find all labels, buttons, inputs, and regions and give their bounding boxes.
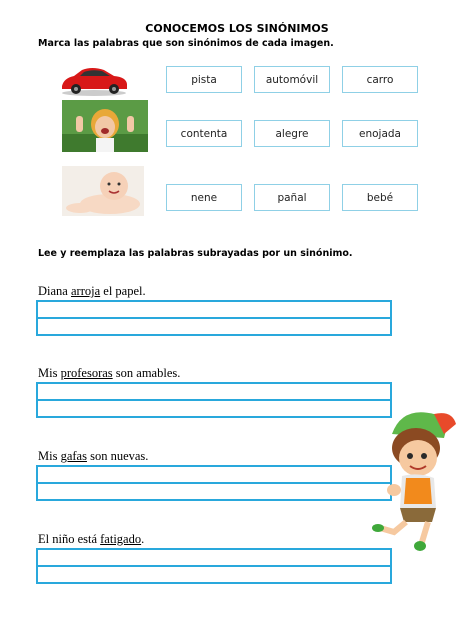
sentence-1 bbox=[38, 284, 146, 299]
worksheet-title: CONOCEMOS LOS SINÓNIMOS bbox=[145, 22, 329, 35]
option-automovil[interactable]: automóvil bbox=[254, 66, 330, 93]
sentence-4-underlined: fatigado bbox=[100, 532, 142, 546]
option-alegre[interactable]: alegre bbox=[254, 120, 330, 147]
red-car-image bbox=[58, 62, 130, 98]
option-bebe[interactable]: bebé bbox=[342, 184, 418, 211]
sentence-3-before: Mis bbox=[38, 449, 61, 463]
option-contenta[interactable]: contenta bbox=[166, 120, 242, 147]
sentence-2-underlined: profesoras bbox=[60, 366, 113, 380]
answer-line-divider bbox=[38, 317, 390, 319]
sentence-1-after: el papel. bbox=[100, 284, 146, 298]
option-pista[interactable]: pista bbox=[166, 66, 242, 93]
sentence-2-before: Mis bbox=[38, 366, 61, 380]
baby-image bbox=[62, 166, 144, 216]
cartoon-boy-illustration bbox=[372, 404, 458, 556]
sentence-2-after: son amables. bbox=[112, 366, 181, 380]
sentence-4-after: . bbox=[141, 532, 145, 546]
answer-lines-4[interactable] bbox=[36, 548, 392, 584]
sentence-4 bbox=[38, 532, 144, 547]
sentence-1-before: Diana bbox=[38, 284, 71, 298]
sentence-4-before: El niño está bbox=[38, 532, 101, 546]
sentence-2 bbox=[38, 366, 180, 381]
sentence-3-underlined: gafas bbox=[60, 449, 87, 463]
answer-lines-3[interactable] bbox=[36, 465, 392, 501]
sentence-1-underlined: arroja bbox=[70, 284, 101, 298]
option-nene[interactable]: nene bbox=[166, 184, 242, 211]
happy-child-image bbox=[62, 100, 148, 152]
answer-line-divider bbox=[38, 565, 390, 567]
answer-line-divider bbox=[38, 482, 390, 484]
sentence-3 bbox=[38, 449, 148, 464]
answer-lines-2[interactable] bbox=[36, 382, 392, 418]
answer-lines-1[interactable] bbox=[36, 300, 392, 336]
instruction-replace: Lee y reemplaza las palabras subrayadas por un sinónimo. bbox=[38, 248, 353, 259]
option-enojada[interactable]: enojada bbox=[342, 120, 418, 147]
option-panal[interactable]: pañal bbox=[254, 184, 330, 211]
sentence-3-after: son nuevas. bbox=[86, 449, 149, 463]
instruction-synonyms: Marca las palabras que son sinónimos de cada imagen. bbox=[38, 38, 334, 49]
option-carro[interactable]: carro bbox=[342, 66, 418, 93]
answer-line-divider bbox=[38, 399, 390, 401]
